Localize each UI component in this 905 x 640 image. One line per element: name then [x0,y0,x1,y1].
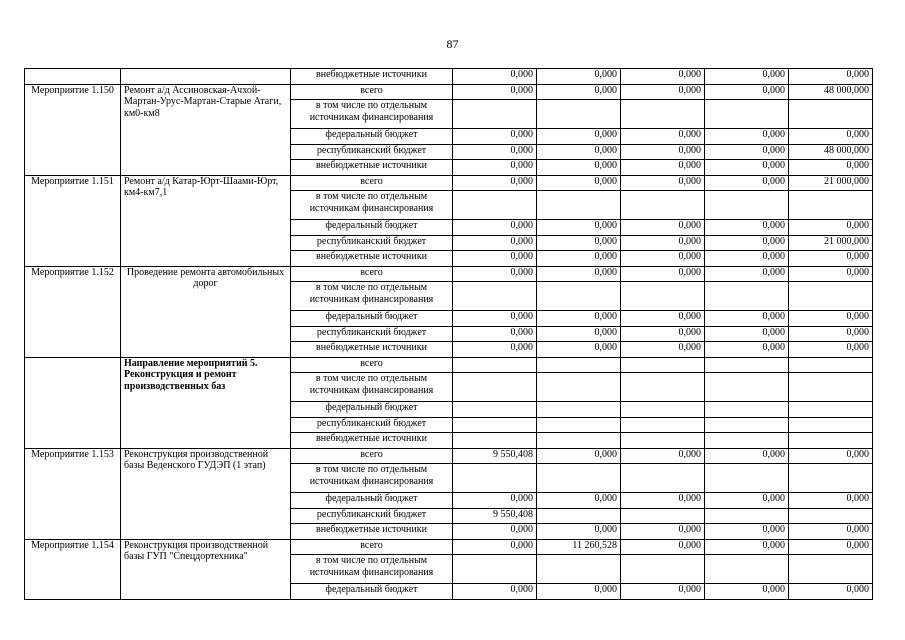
table-row [25,266,873,282]
source-cell: федеральный бюджет [291,129,453,145]
description-cell [121,69,291,85]
source-cell: федеральный бюджет [291,311,453,327]
value-cell: 0,000 [705,448,789,464]
value-cell [537,191,621,220]
measure-cell [25,69,121,85]
source-cell: республиканский бюджет [291,508,453,524]
value-cell: 0,000 [453,84,537,100]
value-cell [621,191,705,220]
value-cell: 0,000 [537,524,621,540]
source-cell: всего [291,266,453,282]
value-cell: 48 000,000 [789,144,873,160]
source-cell: республиканский бюджет [291,326,453,342]
source-cell: внебюджетные источники [291,433,453,449]
value-cell: 0,000 [621,220,705,236]
value-cell [789,357,873,373]
table-row [25,448,873,464]
value-cell: 0,000 [621,69,705,85]
value-cell: 0,000 [537,311,621,327]
value-cell [537,402,621,418]
financing-table [24,68,873,600]
value-cell: 0,000 [537,175,621,191]
value-cell: 11 260,528 [537,539,621,555]
source-cell: внебюджетные источники [291,524,453,540]
measure-cell: Мероприятие 1.151 [25,175,121,266]
value-cell: 0,000 [705,144,789,160]
value-cell [705,464,789,493]
value-cell: 0,000 [537,144,621,160]
value-cell [537,555,621,584]
value-cell: 0,000 [453,129,537,145]
value-cell: 0,000 [621,235,705,251]
value-cell: 0,000 [705,84,789,100]
source-cell: всего [291,84,453,100]
value-cell: 0,000 [789,129,873,145]
value-cell [453,555,537,584]
value-cell [789,555,873,584]
value-cell: 0,000 [537,448,621,464]
value-cell: 0,000 [705,251,789,267]
value-cell [789,508,873,524]
source-cell: всего [291,357,453,373]
description-cell: Ремонт а/д Катар-Юрт-Шаами-Юрт, км4-км7,1 [121,175,291,266]
value-cell [537,464,621,493]
value-cell: 0,000 [705,311,789,327]
value-cell [537,100,621,129]
value-cell [705,417,789,433]
value-cell: 0,000 [537,342,621,358]
value-cell: 9 550,408 [453,448,537,464]
value-cell: 0,000 [621,584,705,600]
value-cell: 0,000 [621,160,705,176]
value-cell [453,373,537,402]
value-cell: 0,000 [537,493,621,509]
measure-cell: Мероприятие 1.150 [25,84,121,175]
value-cell [705,555,789,584]
value-cell: 0,000 [621,311,705,327]
value-cell: 48 000,000 [789,84,873,100]
value-cell: 0,000 [453,493,537,509]
value-cell: 0,000 [621,342,705,358]
value-cell: 0,000 [621,493,705,509]
value-cell [621,433,705,449]
value-cell: 0,000 [453,251,537,267]
value-cell: 0,000 [453,220,537,236]
value-cell: 0,000 [453,160,537,176]
table-row [25,539,873,555]
value-cell: 0,000 [789,311,873,327]
source-cell: всего [291,539,453,555]
value-cell: 0,000 [621,144,705,160]
value-cell: 0,000 [453,311,537,327]
value-cell: 0,000 [705,220,789,236]
value-cell [453,100,537,129]
value-cell [705,402,789,418]
measure-cell: Мероприятие 1.154 [25,539,121,599]
value-cell: 0,000 [453,144,537,160]
value-cell [537,508,621,524]
measure-cell: Мероприятие 1.152 [25,266,121,357]
value-cell: 0,000 [537,235,621,251]
value-cell [537,417,621,433]
value-cell: 0,000 [705,539,789,555]
source-cell: федеральный бюджет [291,584,453,600]
value-cell [789,282,873,311]
source-cell: внебюджетные источники [291,69,453,85]
value-cell [621,282,705,311]
value-cell: 0,000 [453,539,537,555]
value-cell [621,555,705,584]
description-cell: Ремонт а/д Ассиновская-Ачхой-Мартан-Урус-Мартан-Старые Атаги, км0-км8 [121,84,291,175]
value-cell: 21 000,000 [789,235,873,251]
value-cell: 0,000 [705,160,789,176]
value-cell: 0,000 [537,326,621,342]
value-cell: 0,000 [621,266,705,282]
value-cell: 0,000 [705,584,789,600]
source-cell: республиканский бюджет [291,144,453,160]
source-cell: республиканский бюджет [291,235,453,251]
table-row [25,175,873,191]
value-cell: 0,000 [621,539,705,555]
value-cell: 0,000 [789,251,873,267]
value-cell: 0,000 [621,129,705,145]
value-cell [453,433,537,449]
value-cell: 0,000 [705,493,789,509]
source-cell: федеральный бюджет [291,402,453,418]
value-cell: 0,000 [621,448,705,464]
value-cell [789,100,873,129]
source-cell: в том числе по отдельным источникам финансирования [291,373,453,402]
value-cell [453,402,537,418]
value-cell [453,464,537,493]
source-cell: в том числе по отдельным источникам финансирования [291,282,453,311]
value-cell [621,508,705,524]
value-cell [537,373,621,402]
value-cell: 0,000 [789,160,873,176]
value-cell [537,357,621,373]
value-cell [705,191,789,220]
value-cell [621,464,705,493]
value-cell: 0,000 [537,251,621,267]
source-cell: внебюджетные источники [291,160,453,176]
value-cell [789,373,873,402]
value-cell: 0,000 [537,266,621,282]
measure-cell: Мероприятие 1.153 [25,448,121,539]
value-cell: 0,000 [537,160,621,176]
value-cell [705,508,789,524]
source-cell: всего [291,448,453,464]
value-cell: 0,000 [537,220,621,236]
value-cell: 0,000 [789,493,873,509]
value-cell: 0,000 [537,584,621,600]
value-cell: 0,000 [621,524,705,540]
value-cell: 0,000 [537,129,621,145]
value-cell: 0,000 [453,235,537,251]
value-cell: 0,000 [789,326,873,342]
value-cell: 0,000 [789,448,873,464]
source-cell: внебюджетные источники [291,251,453,267]
value-cell [453,357,537,373]
value-cell: 0,000 [453,326,537,342]
value-cell: 0,000 [705,326,789,342]
source-cell: республиканский бюджет [291,417,453,433]
value-cell: 0,000 [789,220,873,236]
value-cell [621,402,705,418]
value-cell: 0,000 [789,524,873,540]
value-cell: 0,000 [453,342,537,358]
value-cell [789,191,873,220]
value-cell: 0,000 [453,584,537,600]
value-cell: 0,000 [705,266,789,282]
value-cell [789,464,873,493]
value-cell: 0,000 [453,69,537,85]
value-cell [621,373,705,402]
value-cell [705,282,789,311]
table-row [25,69,873,85]
source-cell: в том числе по отдельным источникам финансирования [291,555,453,584]
value-cell [705,100,789,129]
value-cell: 0,000 [621,326,705,342]
value-cell: 0,000 [789,266,873,282]
page-number: 87 [446,37,459,51]
value-cell [789,433,873,449]
source-cell: в том числе по отдельным источникам финансирования [291,464,453,493]
value-cell [705,357,789,373]
value-cell: 0,000 [789,69,873,85]
value-cell: 0,000 [705,524,789,540]
value-cell [789,402,873,418]
section-heading-cell: Направление мероприятий 5. Реконструкция и ремонт производственных баз [121,357,291,448]
value-cell: 0,000 [621,251,705,267]
value-cell: 0,000 [621,84,705,100]
value-cell: 0,000 [705,69,789,85]
value-cell: 0,000 [789,342,873,358]
value-cell: 0,000 [453,524,537,540]
value-cell: 0,000 [537,69,621,85]
table-row [25,357,873,373]
value-cell [537,433,621,449]
description-cell: Реконструкция производственной базы Веденского ГУДЭП (1 этап) [121,448,291,539]
value-cell: 9 550,408 [453,508,537,524]
value-cell [621,417,705,433]
value-cell [453,282,537,311]
value-cell: 0,000 [537,84,621,100]
value-cell: 0,000 [705,235,789,251]
source-cell: федеральный бюджет [291,220,453,236]
value-cell: 0,000 [453,266,537,282]
description-cell: Проведение ремонта автомобильных дорог [121,266,291,357]
description-cell: Реконструкция производственной базы ГУП "Спецдортехника" [121,539,291,599]
value-cell: 0,000 [705,175,789,191]
value-cell [705,433,789,449]
source-cell: в том числе по отдельным источникам финансирования [291,100,453,129]
source-cell: внебюджетные источники [291,342,453,358]
measure-cell [25,357,121,448]
value-cell: 0,000 [789,539,873,555]
source-cell: федеральный бюджет [291,493,453,509]
value-cell [789,417,873,433]
value-cell [621,100,705,129]
value-cell [453,191,537,220]
value-cell: 0,000 [621,175,705,191]
value-cell [621,357,705,373]
table-row [25,84,873,100]
value-cell: 0,000 [453,175,537,191]
source-cell: всего [291,175,453,191]
value-cell [453,417,537,433]
value-cell: 21 000,000 [789,175,873,191]
value-cell: 0,000 [789,584,873,600]
source-cell: в том числе по отдельным источникам финансирования [291,191,453,220]
value-cell [705,373,789,402]
value-cell: 0,000 [705,129,789,145]
value-cell: 0,000 [705,342,789,358]
value-cell [537,282,621,311]
